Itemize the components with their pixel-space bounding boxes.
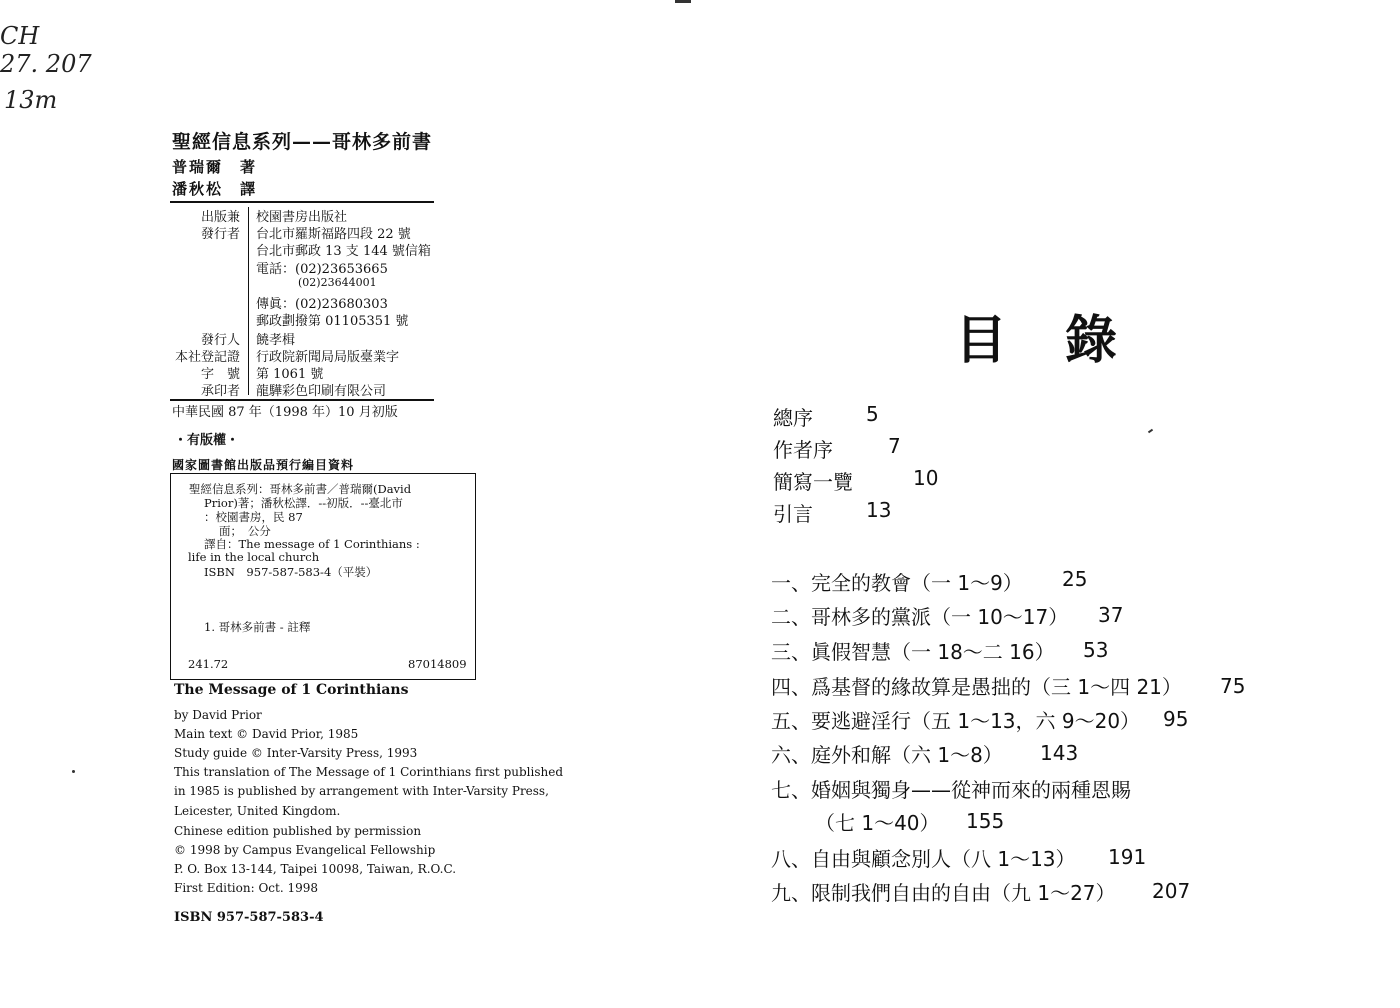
- toc-chapter-page: 53: [1083, 638, 1109, 662]
- toc-title: 目錄: [955, 311, 1176, 371]
- toc-chapter-page: 75: [1220, 674, 1246, 698]
- publisher-label-2: 發行者: [200, 227, 240, 242]
- english-credit-line: Study guide © Inter-Varsity Press, 1993: [174, 746, 418, 760]
- postal-account: 郵政劃撥第 01105351 號: [256, 314, 409, 329]
- printer-label: 承印者: [200, 384, 240, 399]
- copyright-notice: ・有版權・: [174, 433, 240, 448]
- toc-chapter-page: 191: [1108, 845, 1147, 869]
- toc-entry-page: 10: [913, 466, 939, 490]
- english-credit-line: Main text © David Prior, 1985: [174, 727, 359, 741]
- author-credit: 普瑞爾 著: [172, 158, 258, 176]
- toc-chapter-title: 二、哥林多的黨派（一 10～17）: [771, 605, 1069, 629]
- publisher-fax: 傳眞：(02)23680303: [256, 297, 388, 312]
- publisher-label-1: 出版兼: [200, 210, 240, 225]
- toc-chapter-page: 37: [1098, 603, 1124, 627]
- cip-class-number: 241.72: [188, 657, 229, 671]
- toc-chapter-page: 207: [1152, 879, 1191, 903]
- toc-entry-page: 13: [866, 498, 892, 522]
- publisher-name: 校園書房出版社: [256, 210, 348, 225]
- edition-line: 中華民國 87 年（1998 年）10 月初版: [172, 405, 398, 420]
- cip-line: Prior)著；潘秋松譯．--初版．--臺北市: [204, 496, 403, 510]
- cip-line: life in the local church: [188, 550, 320, 564]
- publisher-phone-1: 電話：(02)23653665: [256, 262, 388, 277]
- toc-chapter-page: 143: [1040, 741, 1079, 765]
- toc-entry-title: 總序: [773, 406, 813, 430]
- handwritten-call-number-line-3: 13m: [4, 86, 58, 114]
- toc-chapter-title: 八、自由與顧念別人（八 1～13）: [771, 847, 1076, 871]
- translator-credit: 潘秋松 譯: [172, 180, 258, 198]
- toc-chapter-title: 三、眞假智慧（一 18～二 16）: [771, 640, 1055, 664]
- toc-entry-title: 引言: [773, 502, 813, 526]
- number-value: 第 1061 號: [256, 367, 324, 382]
- english-credit-line: Leicester, United Kingdom.: [174, 804, 341, 818]
- english-credit-line: This translation of The Message of 1 Corinthians first published: [174, 765, 564, 779]
- english-credit-line: P. O. Box 13-144, Taipei 10098, Taiwan, R.O.C.: [174, 862, 457, 876]
- toc-chapter-title: 四、爲基督的緣故算是愚拙的（三 1～四 21）: [771, 675, 1182, 699]
- issuer-label: 發行人: [200, 333, 240, 348]
- handwritten-call-number-line-2: 27. 207: [0, 50, 92, 78]
- toc-chapter-title: 六、庭外和解（六 1～8）: [771, 743, 1003, 767]
- english-title: The Message of 1 Corinthians: [174, 682, 409, 698]
- book-title: 聖經信息系列——哥林多前書: [172, 131, 433, 153]
- cip-record-number: 87014809: [408, 657, 467, 671]
- english-credit-line: Chinese edition published by permission: [174, 824, 422, 838]
- cip-heading: 國家圖書館出版品預行編目資料: [172, 458, 355, 472]
- toc-chapter-title: 五、要逃避淫行（五 1～13，六 9～20）: [771, 709, 1141, 733]
- toc-chapter-continuation: （七 1～40）: [815, 811, 940, 835]
- toc-chapter-title: 一、完全的教會（一 1～9）: [771, 571, 1023, 595]
- toc-chapter-title: 七、婚姻與獨身——從神而來的兩種恩賜: [771, 778, 1131, 802]
- toc-entry-page: 5: [866, 402, 879, 426]
- registration-label: 本社登記證: [174, 350, 240, 365]
- number-label: 字 號: [200, 367, 240, 382]
- english-credit-line: by David Prior: [174, 708, 262, 722]
- handwritten-call-number-line-1: CH: [0, 22, 40, 50]
- cip-line: ISBN 957-587-583-4（平裝）: [204, 565, 378, 579]
- cip-subject: 1. 哥林多前書 - 註釋: [204, 620, 311, 634]
- issuer-name: 饒孝楫: [256, 333, 296, 348]
- cip-line: 聖經信息系列：哥林多前書／普瑞爾(David: [189, 482, 412, 496]
- english-credit-line: in 1985 is published by arrangement with Inter-Varsity Press,: [174, 784, 549, 798]
- publisher-po-box: 台北市郵政 13 支 144 號信箱: [256, 244, 431, 259]
- publisher-address: 台北市羅斯福路四段 22 號: [256, 227, 411, 242]
- cip-line: ：校園書房，民 87: [204, 510, 303, 524]
- toc-entry-title: 簡寫一覽: [773, 470, 853, 494]
- registration-value: 行政院新聞局局版臺業字: [256, 350, 400, 365]
- cip-line: 面； 公分: [219, 524, 271, 538]
- isbn-number: ISBN 957-587-583-4: [174, 910, 324, 925]
- toc-entry-title: 作者序: [773, 438, 833, 462]
- printer-name: 龍驊彩色印刷有限公司: [256, 384, 387, 399]
- publisher-phone-2: (02)23644001: [298, 276, 377, 289]
- toc-chapter-page: 95: [1163, 707, 1189, 731]
- toc-chapter-title: 九、限制我們自由的自由（九 1～27）: [771, 881, 1116, 905]
- english-credit-line: © 1998 by Campus Evangelical Fellowship: [174, 843, 436, 857]
- toc-chapter-page: 155: [966, 809, 1005, 833]
- toc-entry-page: 7: [888, 434, 901, 458]
- english-credit-line: First Edition: Oct. 1998: [174, 881, 318, 895]
- toc-chapter-page: 25: [1062, 567, 1088, 591]
- cip-line: 譯自：The message of 1 Corinthians :: [204, 537, 420, 551]
